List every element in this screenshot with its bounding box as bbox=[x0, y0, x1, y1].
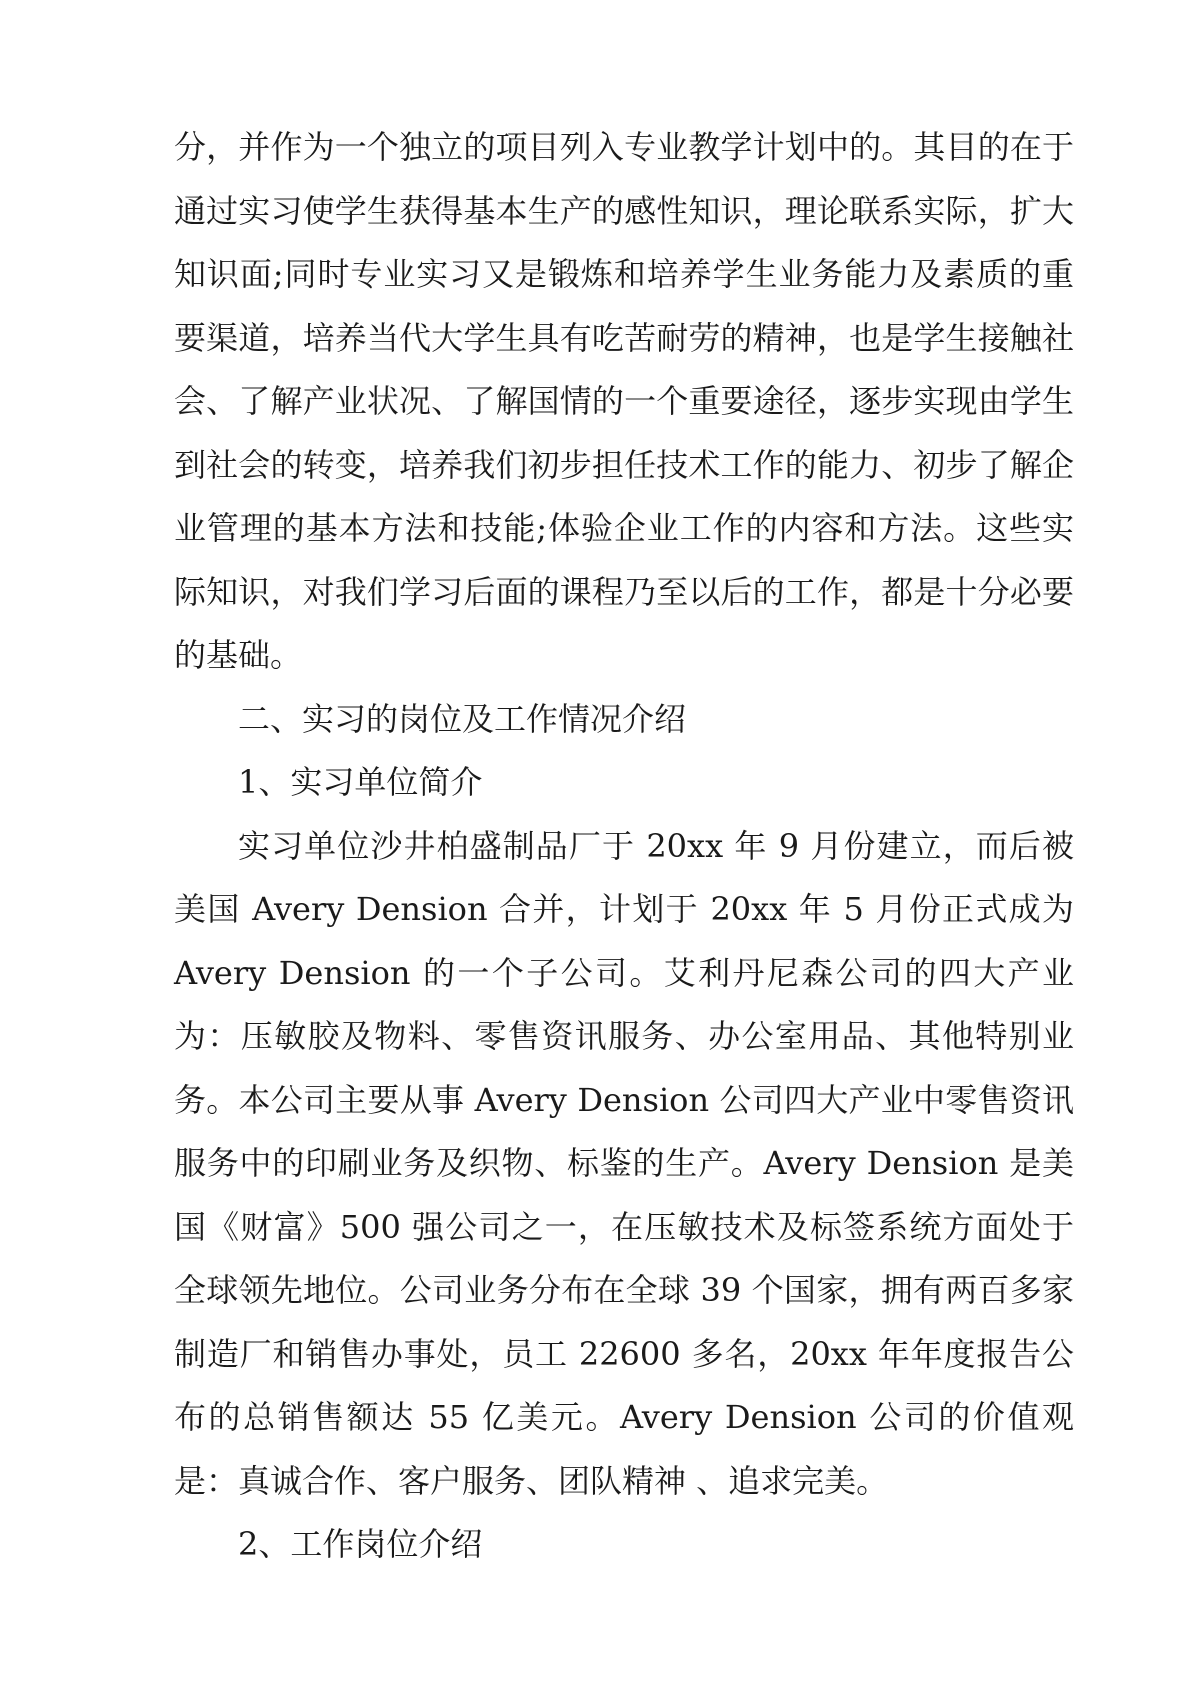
subsection-heading-job-intro: 2、工作岗位介绍 bbox=[238, 1525, 483, 1563]
body-paragraph-company-intro: 实习单位沙井柏盛制品厂于 20xx 年 9 月份建立，而后被美国 Avery Dension 合并，计划于 20xx 年 5 月份正式成为 Avery Dension 的一个子公司。艾利丹尼森公司的四大产业为：压敏胶及物料、零售资讯服务、办公室用品、其他特别业务。本公司主要从事 Avery Dension 公司四大产业中零售资讯服务中的印刷业务及织物、标鉴的生产。Avery Dension 是美国《财富》500 强公司之一，在压敏技术及标签系统方面处于全球领先地位。公司业务分布在全球 39 个国家，拥有两百多家制造厂和销售办事处，员工 22600 多名，20xx 年年度报告公布的总销售额达 55 亿美元。Avery Dension 公司的价值观是：真诚合作、客户服务、团队精神 、追求完美。 bbox=[174, 826, 1074, 1500]
subsection-heading-company-intro: 1、实习单位简介 bbox=[238, 763, 483, 801]
document-body bbox=[174, 116, 1074, 1577]
section-heading-internship-position: 二、实习的岗位及工作情况介绍 bbox=[238, 699, 687, 738]
body-paragraph-purpose: 分，并作为一个独立的项目列入专业教学计划中的。其目的在于通过实习使学生获得基本生产的感性知识，理论联系实际，扩大知识面;同时专业实习又是锻炼和培养学生业务能力及素质的重要渠道，培养当代大学生具有吃苦耐劳的精神，也是学生接触社会、了解产业状况、了解国情的一个重要途径，逐步实现由学生到社会的转变，培养我们初步担任技术工作的能力、初步了解企业管理的基本方法和技能;体验企业工作的内容和方法。这些实际知识，对我们学习后面的课程乃至以后的工作，都是十分必要的基础。 bbox=[174, 128, 1074, 674]
